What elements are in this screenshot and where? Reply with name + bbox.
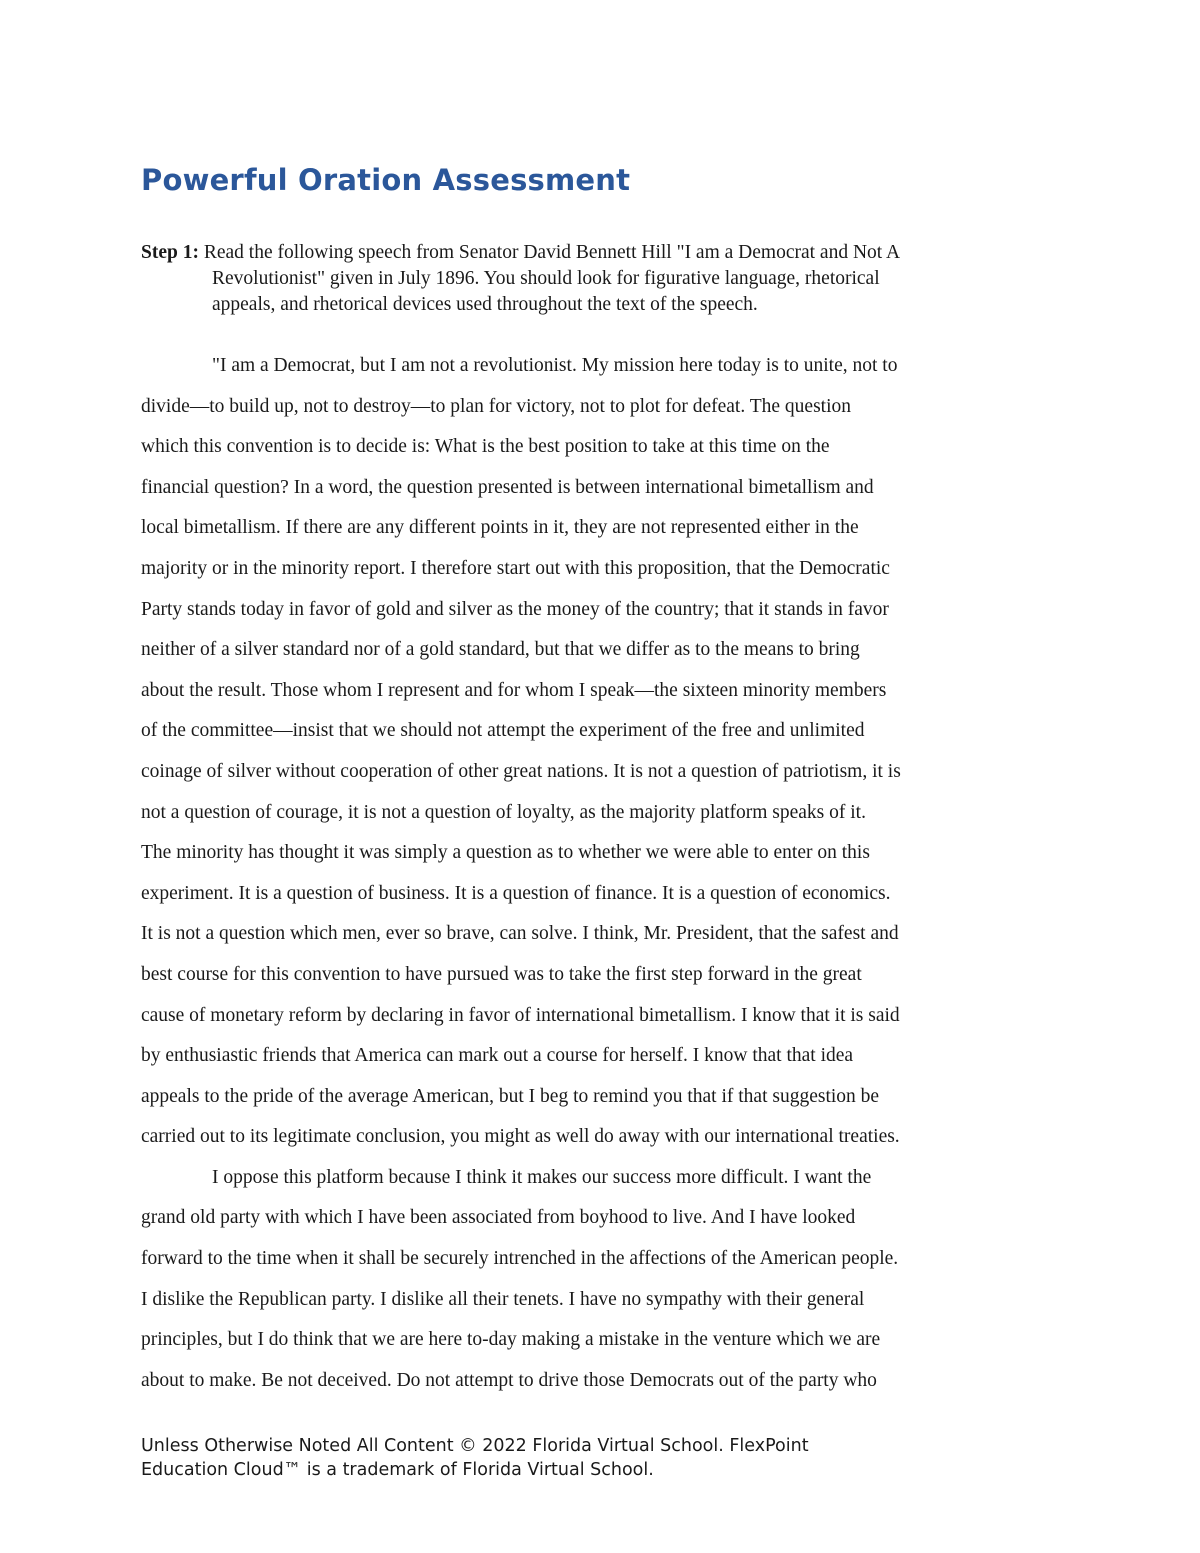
speech-line: Party stands today in favor of gold and silver as the money of the country; that it stands in favor	[141, 598, 889, 620]
speech-line: cause of monetary reform by declaring in favor of international bimetallism. I know that it is said	[141, 1004, 900, 1026]
step-1-text-line: Read the following speech from Senator David Bennett Hill "I am a Democrat and Not A	[198, 242, 901, 263]
step-1-instructions	[141, 240, 1071, 318]
speech-line: experiment. It is a question of business. It is a question of finance. It is a question of economics.	[141, 882, 891, 904]
speech-line: forward to the time when it shall be securely intrenched in the affections of the American people.	[141, 1248, 899, 1270]
footer-line: Unless Otherwise Noted All Content © 2022 Florida Virtual School. FlexPoint	[141, 1436, 809, 1456]
speech-line: appeals to the pride of the average American, but I beg to remind you that if that suggestion be	[141, 1085, 880, 1107]
speech-line: divide—to build up, not to destroy—to plan for victory, not to plot for defeat. The question	[141, 395, 852, 417]
copyright-footer	[141, 1434, 1041, 1482]
speech-line: The minority has thought it was simply a question as to whether we were able to enter on this	[141, 842, 870, 864]
speech-line: which this convention is to decide is: What is the best position to take at this time on the	[141, 436, 830, 458]
speech-line: neither of a silver standard nor of a gold standard, but that we differ as to the means to bring	[141, 639, 860, 661]
speech-line: carried out to its legitimate conclusion, you might as well do away with our international treaties.	[141, 1126, 900, 1148]
speech-line: principles, but I do think that we are here to-day making a mistake in the venture which we are	[141, 1329, 881, 1351]
speech-text	[141, 346, 1071, 1401]
speech-line: best course for this convention to have pursued was to take the first step forward in the great	[141, 963, 862, 985]
speech-line: It is not a question which men, ever so brave, can solve. I think, Mr. President, that the safest and	[141, 923, 899, 945]
speech-line: I dislike the Republican party. I dislike all their tenets. I have no sympathy with their general	[141, 1288, 865, 1310]
speech-line: about to make. Be not deceived. Do not attempt to drive those Democrats out of the party who	[141, 1369, 877, 1391]
speech-line: "I am a Democrat, but I am not a revolutionist. My mission here today is to unite, not to	[212, 355, 898, 376]
speech-line: majority or in the minority report. I therefore start out with this proposition, that the Democratic	[141, 557, 890, 579]
speech-line: financial question? In a word, the question presented is between international bimetallism and	[141, 476, 874, 498]
speech-line: coinage of silver without cooperation of other great nations. It is not a question of patriotism, it is	[141, 760, 901, 782]
speech-paragraph-2	[141, 1158, 1071, 1402]
speech-line: about the result. Those whom I represent and for whom I speak—the sixteen minority members	[141, 679, 887, 701]
speech-line: of the committee—insist that we should not attempt the experiment of the free and unlimited	[141, 720, 865, 742]
step-1-first-line	[141, 240, 1071, 266]
speech-line: not a question of courage, it is not a question of loyalty, as the majority platform speaks of it.	[141, 801, 866, 823]
step-1-text-line: Revolutionist" given in July 1896. You should look for figurative language, rhetorical	[212, 268, 880, 289]
speech-line: by enthusiastic friends that America can mark out a course for herself. I know that that idea	[141, 1045, 854, 1067]
page-title: Powerful Oration Assessment	[141, 163, 631, 197]
speech-line: grand old party with which I have been associated from boyhood to live. And I have looked	[141, 1207, 856, 1229]
step-1-label: Step 1:	[141, 242, 199, 263]
speech-line: I oppose this platform because I think it makes our success more difficult. I want the	[212, 1166, 872, 1188]
speech-paragraph-1	[141, 346, 1071, 1158]
footer-line: Education Cloud™ is a trademark of Florida Virtual School.	[141, 1460, 654, 1480]
step-1-text-line: appeals, and rhetorical devices used throughout the text of the speech.	[212, 294, 758, 315]
speech-line: local bimetallism. If there are any different points in it, they are not represented either in the	[141, 517, 859, 539]
